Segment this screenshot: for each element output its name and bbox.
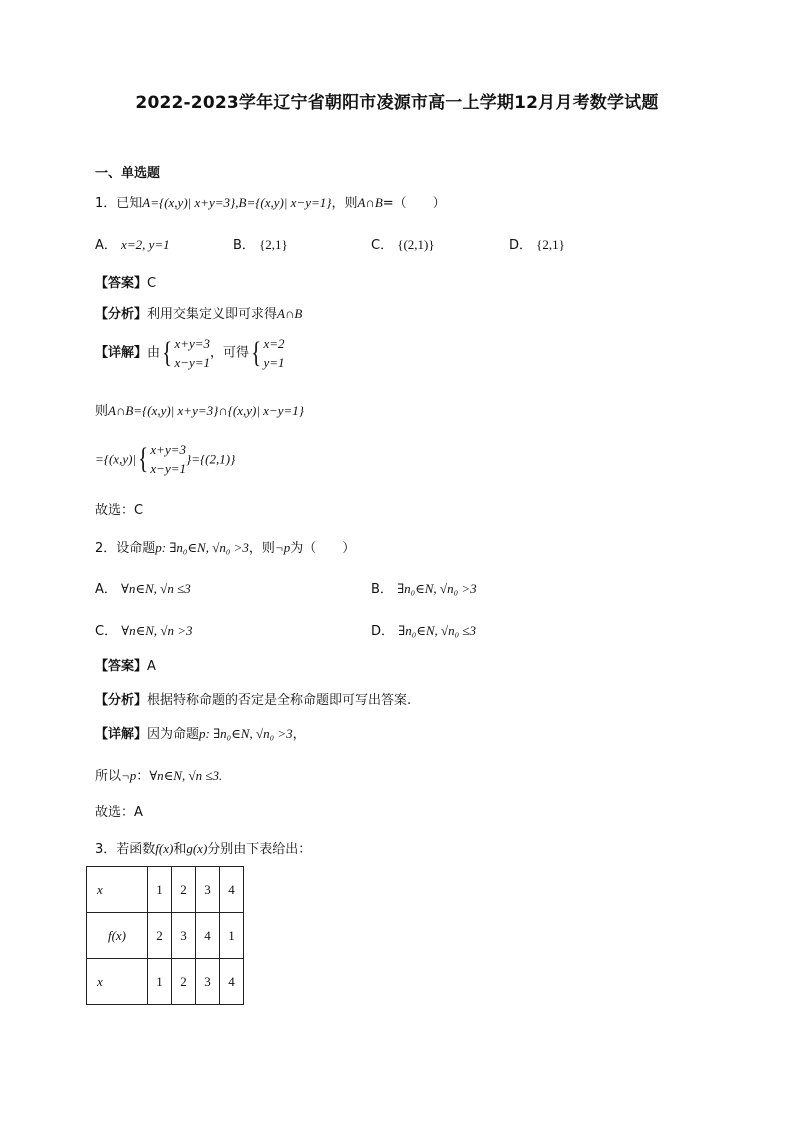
table-cell: 3	[196, 959, 220, 1005]
brace-glyph: {	[251, 336, 262, 369]
q2-option-b: B． ∃n₀∈N, √n₀ >3	[371, 581, 477, 597]
q2-answer: 【答案】A	[95, 659, 156, 674]
table-cell: f(x)	[87, 913, 148, 959]
q1-set-a: A={(x,y)| x+y=3}	[142, 195, 236, 210]
table-row	[87, 959, 244, 1005]
q2-analysis: 【分析】根据特称命题的否定是全称命题即可写出答案.	[95, 693, 412, 708]
table-cell: 2	[148, 913, 172, 959]
q1-system-2: x=2 y=1	[263, 336, 285, 370]
table-cell: 1	[220, 913, 244, 959]
q1-number: 1．已知	[95, 196, 143, 211]
q1-analysis: 【分析】利用交集定义即可求得A∩B	[95, 306, 303, 322]
q2-choose: 故选：A	[95, 805, 143, 820]
table-row	[87, 913, 244, 959]
table-cell: 1	[148, 867, 172, 913]
q1-option-d: D． {2,1}	[509, 237, 565, 253]
table-cell: x	[87, 867, 148, 913]
table-row	[87, 867, 244, 913]
q1-set-b: ,B={(x,y)| x−y=1}	[235, 195, 332, 210]
table-cell: 1	[148, 959, 172, 1005]
q1-equation-line: ={(x,y)|{ x+y=3 x−y=1 }={(2,1)}	[95, 442, 236, 476]
q1-ask-prefix: ，则	[331, 196, 358, 211]
q1-ask-expr: A∩B	[357, 195, 383, 210]
q1-option-c: C． {(2,1)}	[371, 237, 435, 253]
q1-system-3: x+y=3 x−y=1	[150, 442, 186, 476]
q2-option-a: A． ∀n∈N, √n ≤3	[95, 581, 191, 597]
q1-detail: 【详解】由{ x+y=3 x−y=1 ，可得{ x=2 y=1	[95, 336, 285, 370]
table-cell: 2	[172, 959, 196, 1005]
q1-answer: 【答案】C	[95, 276, 157, 291]
question-1-stem	[95, 192, 446, 211]
question-2-stem: 2．设命题p: ∃n₀∈N, √n₀ >3，则¬p为（ ）	[95, 540, 356, 556]
table-cell: 3	[196, 867, 220, 913]
function-table	[86, 866, 244, 1005]
table-cell: 4	[220, 959, 244, 1005]
q2-option-d: D． ∃n₀∈N, √n₀ ≤3	[371, 623, 477, 639]
question-3-stem: 3．若函数f(x)和g(x)分别由下表给出：	[95, 841, 312, 857]
table-cell: 2	[172, 867, 196, 913]
q2-option-c: C． ∀n∈N, √n >3	[95, 623, 193, 639]
section-heading: 一、单选题	[95, 166, 161, 181]
page-title: 2022-2023学年辽宁省朝阳市凌源市高一上学期12月月考数学试题	[135, 93, 659, 113]
brace-glyph: {	[138, 442, 149, 475]
brace-glyph: {	[162, 336, 173, 369]
q1-option-a: A． x=2, y=1	[95, 237, 170, 253]
q1-option-b: B． {2,1}	[233, 237, 288, 253]
table-cell: 4	[196, 913, 220, 959]
table-cell: 4	[220, 867, 244, 913]
table-cell: 3	[172, 913, 196, 959]
q1-system-1: x+y=3 x−y=1	[174, 336, 211, 370]
q1-ask-suffix: =（ ）	[382, 196, 446, 211]
q2-conclusion: 所以¬p：∀n∈N, √n ≤3.	[95, 768, 223, 784]
table-cell: x	[87, 959, 148, 1005]
q1-choose: 故选：C	[95, 503, 144, 518]
q2-detail: 【详解】因为命题p: ∃n₀∈N, √n₀ >3，	[95, 726, 306, 742]
q1-intersection-line: 则A∩B={(x,y)| x+y=3}∩{(x,y)| x−y=1}	[95, 403, 304, 419]
